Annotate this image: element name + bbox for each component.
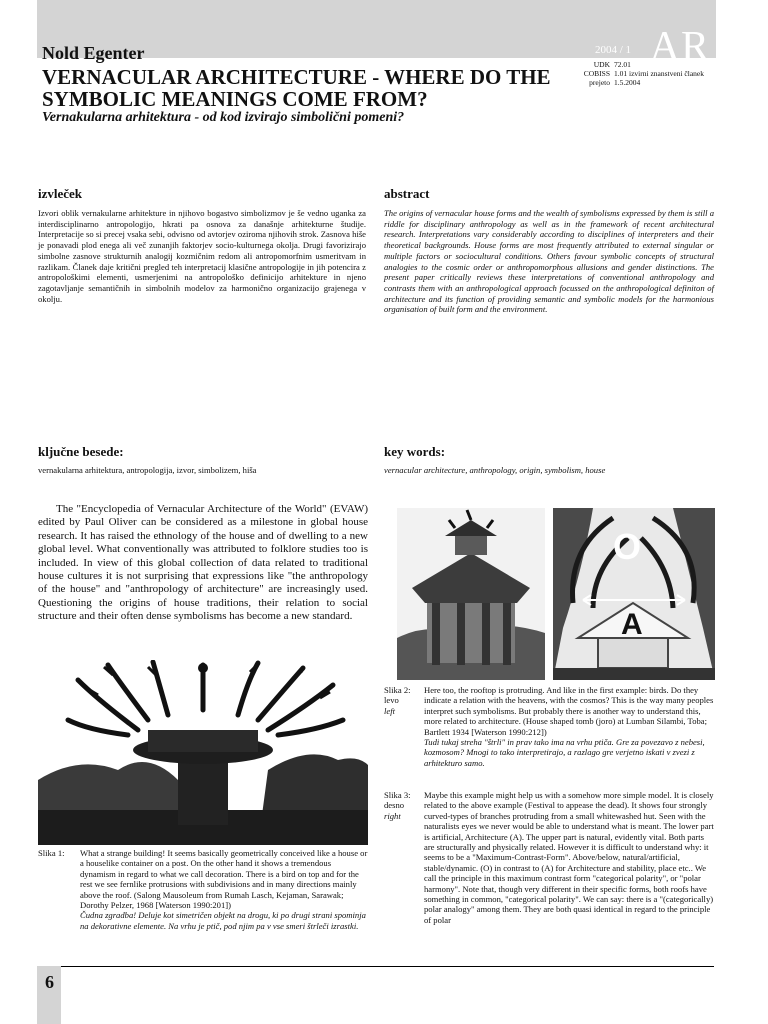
- article-subtitle: Vernakularna arhitektura - od kod izvirajo simbolični pomeni?: [42, 110, 405, 125]
- figure-3-labels: [384, 790, 424, 925]
- marker-a: A: [621, 608, 643, 641]
- abstract-en-text: The origins of vernacular house forms and the wealth of symbolisms expressed by them is still a riddle for disciplinary anthropology as well as in the framework of recent architectural research. Interpretations vary considerably according to disciplines of interpreters and their theoretical backgrounds. House forms are most frequently attributed to external singular or multiple factors or sociocultural conditions. Others favour symbolic concepts of structural analogies to the cosmic order or anthropomorphous allusions and gender distinctions. The present paper critically reviews these interpretations of conventional anthropology and contrasts them with an anthropological approach focussed on the anthropological definiton of architecture and its function of providing semantic and symbolic models for the harmonious organisation of built form and the environment.: [384, 208, 714, 315]
- figure-2-photo: [397, 508, 545, 680]
- figure-3-text-en: Maybe this example might help us with a somehow more simple model. It is closely related to the above example (Festival to appease the dead). It shows four strongly curved-types of branches protruding from a small whitewashed hut. Seen with the naturalists eyes we never would be able to understand what is meant. The lower part is artificial, Architecture (A). The upper part is natural, evidently vital. Both parts are structurally and physically related. However it is difficult to understand why: it seems to be a "Maximum-Contrast-Form". Above/below, natural/artificial, stable/dynamic. (O) in contrast to (A) for Architecture and stability, place etc.. We call the principle in this maximum contrast form "categorical polarity", or "polar harmony". Note that, though very different in their specific forms, both roofs have something in common, "categorical polarity". We can say: there is a "(categorically) polar analogy" among them. They are both quasi identical in regard to the principle of polar: [424, 790, 714, 925]
- figure-1-label: Slika 1:: [38, 848, 65, 858]
- marker-o: O: [613, 526, 642, 567]
- meta-value: 72.01: [614, 60, 631, 69]
- page-number: 6: [45, 972, 54, 992]
- figure-2-label: Slika 2:: [384, 685, 411, 695]
- keywords-en-text: vernacular architecture, anthropology, origin, symbolism, house: [384, 465, 606, 475]
- meta-key: COBISS: [583, 69, 610, 78]
- abstract-sl-heading: izvleček: [38, 186, 83, 201]
- meta-row: [570, 78, 710, 87]
- article-meta: [570, 60, 710, 87]
- figure-2-text: [424, 685, 714, 768]
- meta-row: [570, 69, 710, 78]
- figure-3-caption: [384, 790, 714, 925]
- issue-number: 2004 / 1: [595, 44, 632, 56]
- journal-mark: AR: [649, 24, 710, 70]
- figure-2-pos-sl: levo: [384, 695, 399, 706]
- author-name: Nold Egenter: [42, 43, 145, 63]
- keywords-sl-heading: ključne besede:: [38, 444, 124, 459]
- figure-3-pos-sl: desno: [384, 800, 405, 811]
- figure-1-caption: [38, 848, 368, 931]
- meta-value: 1.5.2004: [614, 78, 641, 87]
- figure-2-caption: [384, 685, 714, 768]
- figure-1-photo: [38, 660, 368, 845]
- intro-paragraph: The "Encyclopedia of Vernacular Architecture of the World" (EVAW) edited by Paul Oliver can be considered as a milestone in global house research. It has raised the ethnology of the house and of dwelling to a new global level. What conventionally was attributed to folklore studies too is included. In view of this global collection of data related to traditional house cultures it is not surprising that expressions like "the anthropology of the house" and "anthropology of architecture" are increasingly used. Questioning the origins of house traditions, their relation to social structure and their often dense symbolisms has become a new standard.: [38, 503, 368, 623]
- figure-2-text-sl: Tudi tukaj streha "štrli" in prav tako ima na vrhu ptiča. Gre za povezavo z nebesi, kozmosom? Mnogi to tako interpretirajo, a razlago gre verjetno iskati v zvezi z arhitekturo samo.: [424, 737, 705, 768]
- mausoleum-photo-icon: [38, 660, 368, 845]
- figure-1-text: [80, 848, 368, 931]
- keywords-en-heading: key words:: [384, 444, 446, 459]
- figure-1-text-en: What a strange building! It seems basically geometrically conceived like a house or a houselike container on a post. On the other hand it shows a tremendous dynamism in regard to what we call decoration. There is a bird on top and for the rest we see fernlike protrusions with subdivisions and in many directions mainly above the roof. (Salong Mausoleum from Rumah Lasch, Kejaman, Sarawak; Dorothy Pelzer, 1968 [Waterson 1990:201]): [80, 848, 368, 911]
- meta-value: 1.01 izvirni znanstveni članek: [614, 69, 704, 78]
- article-title: VERNACULAR ARCHITECTURE - WHERE DO THE SYMBOLIC MEANINGS COME FROM?: [42, 65, 551, 111]
- meta-key: prejeto: [589, 78, 610, 87]
- meta-key: UDK: [593, 60, 610, 69]
- figure-2-pos-en: left: [384, 705, 395, 716]
- figure-3-pos-en: right: [384, 810, 401, 821]
- keywords-sl-text: vernakularna arhitektura, antropologija, izvor, simbolizem, hiša: [38, 465, 257, 475]
- abstract-en-heading: abstract: [384, 186, 430, 201]
- figure-2-text-en: Here too, the rooftop is protruding. And like in the first example: birds. Do they indicate a relation with the heavens, with the cosmos? This is the way many peoples interpret such symbolisms. But probably there is another way to understand this, more related to architecture. (House shaped tomb (joro) at Lumban Silambi, Toba; Bartlett 1934 [Waterson 1990:212]): [424, 685, 714, 737]
- tomb-house-photo-icon: [397, 508, 545, 680]
- figure-3-label: Slika 3:: [384, 790, 411, 800]
- figure-2-labels: [384, 685, 424, 768]
- meta-row: [570, 60, 710, 69]
- abstract-sl-text: Izvori oblik vernakularne arhitekture in njihovo bogastvo simbolizmov je še vedno uganka za interdisciplinarno antropologijo, hkrati pa osnova za današnje arhitekturne študije. Interpretacije so si precej vsaka sebi, odvisno od avtorjev oziroma njihovih strok. Zasnova hiše je ponavadi plod enega ali več zunanjih faktorjev socio-kulturnega okolja. Drugi favorizirajo simbolne zasnove strukturnih analogij kozmičnim redom ali antropomorfnim usmeritvam in razlikam. Članek daje kritični pregled teh interpretacij klasične antropologije in jih potencira z antropološkimi elementi, usmerjenimi na antropološko definicijo arhitekture in njeno zagotavljanje semantičnih in simbolnih modelov za harmonično organizacijo grajenega v okolju.: [38, 208, 366, 304]
- footer-rule: [37, 966, 714, 967]
- figure-3-photo: [553, 508, 715, 680]
- figure-1-text-sl: Čudna zgradba! Deluje kot simetričen objekt na drogu, ki po drugi strani spominja na dekorativne elemente. Na vrhu je ptič, pod njim pa v vse smeri štrleči izrastki.: [80, 910, 366, 931]
